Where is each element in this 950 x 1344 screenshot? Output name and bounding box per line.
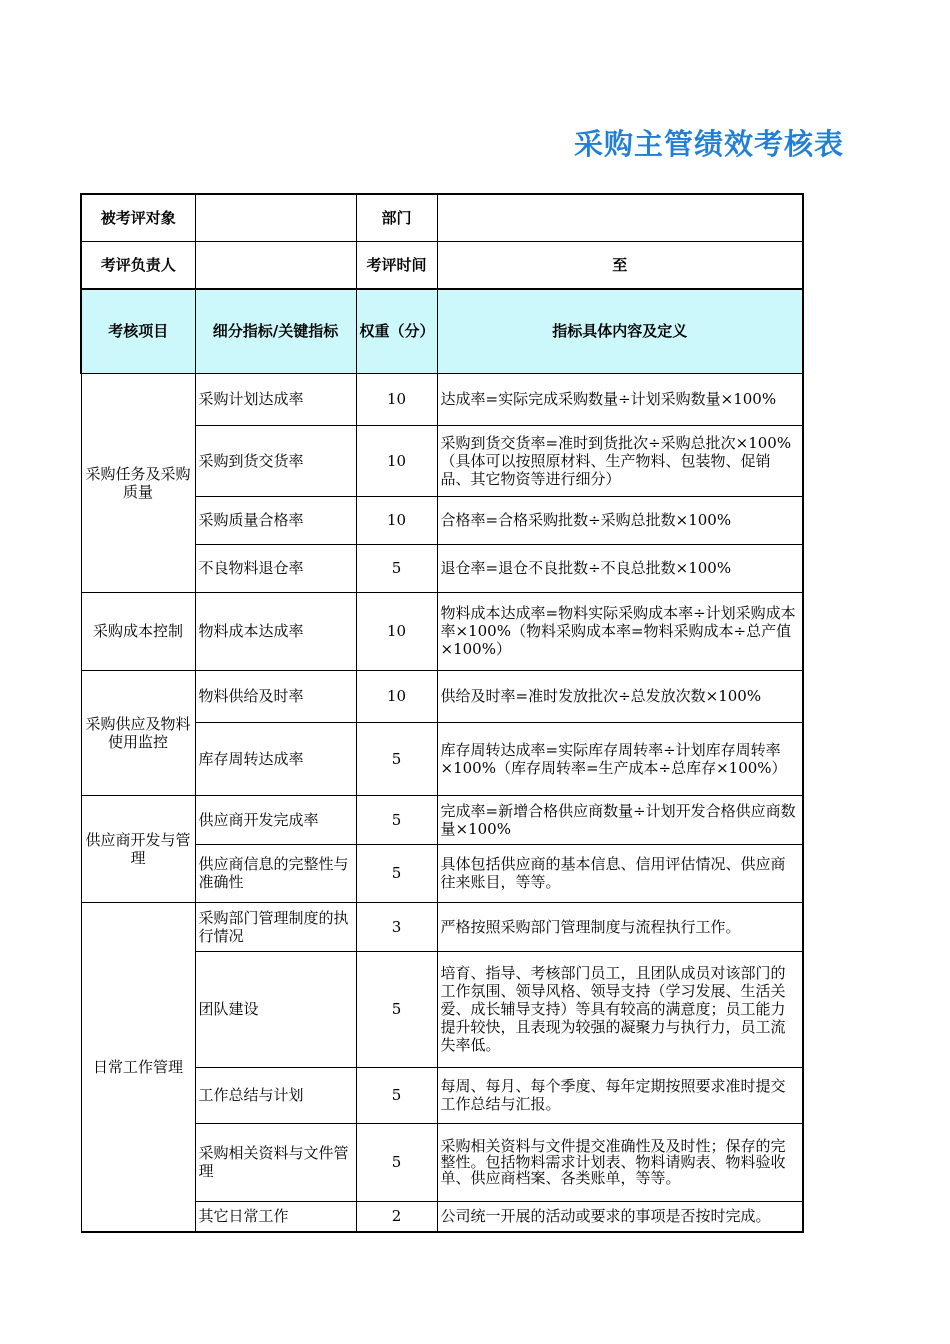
weight-cell: 2 bbox=[356, 1201, 437, 1232]
dept-value[interactable] bbox=[437, 194, 803, 241]
subject-label: 被考评对象 bbox=[81, 194, 195, 241]
category-cell: 采购成本控制 bbox=[81, 592, 195, 670]
weight-cell: 3 bbox=[356, 902, 437, 951]
definition-cell: 具体包括供应商的基本信息、信用评估情况、供应商往来账目，等等。 bbox=[437, 844, 803, 902]
definition-cell: 每周、每月、每个季度、每年定期按照要求准时提交工作总结与汇报。 bbox=[437, 1067, 803, 1123]
indicator-cell: 物料供给及时率 bbox=[195, 670, 356, 722]
col-header-indicator: 细分指标/关键指标 bbox=[195, 289, 356, 373]
category-cell: 采购供应及物料使用监控 bbox=[81, 670, 195, 795]
weight-cell: 5 bbox=[356, 544, 437, 592]
definition-cell: 合格率=合格采购批数÷采购总批数×100% bbox=[437, 496, 803, 544]
indicator-cell: 供应商信息的完整性与准确性 bbox=[195, 844, 356, 902]
indicator-cell: 采购质量合格率 bbox=[195, 496, 356, 544]
reviewer-value[interactable] bbox=[195, 241, 356, 289]
definition-cell: 库存周转达成率=实际库存周转率÷计划库存周转率×100%（库存周转率=生产成本÷总库存×100%） bbox=[437, 722, 803, 795]
performance-table bbox=[80, 193, 804, 1233]
page-title: 采购主管绩效考核表 bbox=[574, 127, 845, 161]
indicator-cell: 不良物料退仓率 bbox=[195, 544, 356, 592]
definition-cell: 培育、指导、考核部门员工，且团队成员对该部门的工作氛围、领导风格、领导支持（学习发展、生活关爱、成长辅导支持）等具有较高的满意度；员工能力提升较快，且表现为较强的凝聚力与执行力，员工流失率低。 bbox=[437, 951, 803, 1067]
dept-label: 部门 bbox=[356, 194, 437, 241]
reviewer-label: 考评负责人 bbox=[81, 241, 195, 289]
indicator-cell: 采购相关资料与文件管理 bbox=[195, 1123, 356, 1201]
definition-cell: 退仓率=退仓不良批数÷不良总批数×100% bbox=[437, 544, 803, 592]
subject-value[interactable] bbox=[195, 194, 356, 241]
weight-cell: 10 bbox=[356, 373, 437, 425]
definition-cell: 完成率=新增合格供应商数量÷计划开发合格供应商数量×100% bbox=[437, 795, 803, 844]
indicator-cell: 库存周转达成率 bbox=[195, 722, 356, 795]
col-header-category: 考核项目 bbox=[81, 289, 195, 373]
indicator-cell: 物料成本达成率 bbox=[195, 592, 356, 670]
definition-cell: 采购到货交货率=准时到货批次÷采购总批次×100%（具体可以按照原材料、生产物料、包装物、促销品、其它物资等进行细分） bbox=[437, 425, 803, 496]
time-value[interactable]: 至 bbox=[437, 241, 803, 289]
col-header-definition: 指标具体内容及定义 bbox=[437, 289, 803, 373]
category-cell: 采购任务及采购质量 bbox=[81, 373, 195, 592]
indicator-cell: 工作总结与计划 bbox=[195, 1067, 356, 1123]
weight-cell: 5 bbox=[356, 722, 437, 795]
indicator-cell: 供应商开发完成率 bbox=[195, 795, 356, 844]
weight-cell: 5 bbox=[356, 951, 437, 1067]
weight-cell: 10 bbox=[356, 496, 437, 544]
weight-cell: 5 bbox=[356, 1123, 437, 1201]
weight-cell: 5 bbox=[356, 795, 437, 844]
definition-cell: 严格按照采购部门管理制度与流程执行工作。 bbox=[437, 902, 803, 951]
weight-cell: 5 bbox=[356, 844, 437, 902]
definition-cell: 采购相关资料与文件提交准确性及及时性；保存的完整性。包括物料需求计划表、物料请购表、物料验收单、供应商档案、各类账单，等等。 bbox=[437, 1123, 803, 1201]
weight-cell: 10 bbox=[356, 425, 437, 496]
definition-cell: 物料成本达成率=物料实际采购成本率÷计划采购成本率×100%（物料采购成本率=物料采购成本÷总产值×100%） bbox=[437, 592, 803, 670]
indicator-cell: 团队建设 bbox=[195, 951, 356, 1067]
indicator-cell: 采购计划达成率 bbox=[195, 373, 356, 425]
indicator-cell: 采购部门管理制度的执行情况 bbox=[195, 902, 356, 951]
weight-cell: 10 bbox=[356, 670, 437, 722]
category-cell: 供应商开发与管理 bbox=[81, 795, 195, 902]
indicator-cell: 采购到货交货率 bbox=[195, 425, 356, 496]
time-label: 考评时间 bbox=[356, 241, 437, 289]
definition-cell: 供给及时率=准时发放批次÷总发放次数×100% bbox=[437, 670, 803, 722]
col-header-weight: 权重（分） bbox=[356, 289, 437, 373]
weight-cell: 10 bbox=[356, 592, 437, 670]
weight-cell: 5 bbox=[356, 1067, 437, 1123]
category-cell: 日常工作管理 bbox=[81, 902, 195, 1232]
indicator-cell: 其它日常工作 bbox=[195, 1201, 356, 1232]
definition-cell: 达成率=实际完成采购数量÷计划采购数量×100% bbox=[437, 373, 803, 425]
definition-cell: 公司统一开展的活动或要求的事项是否按时完成。 bbox=[437, 1201, 803, 1232]
